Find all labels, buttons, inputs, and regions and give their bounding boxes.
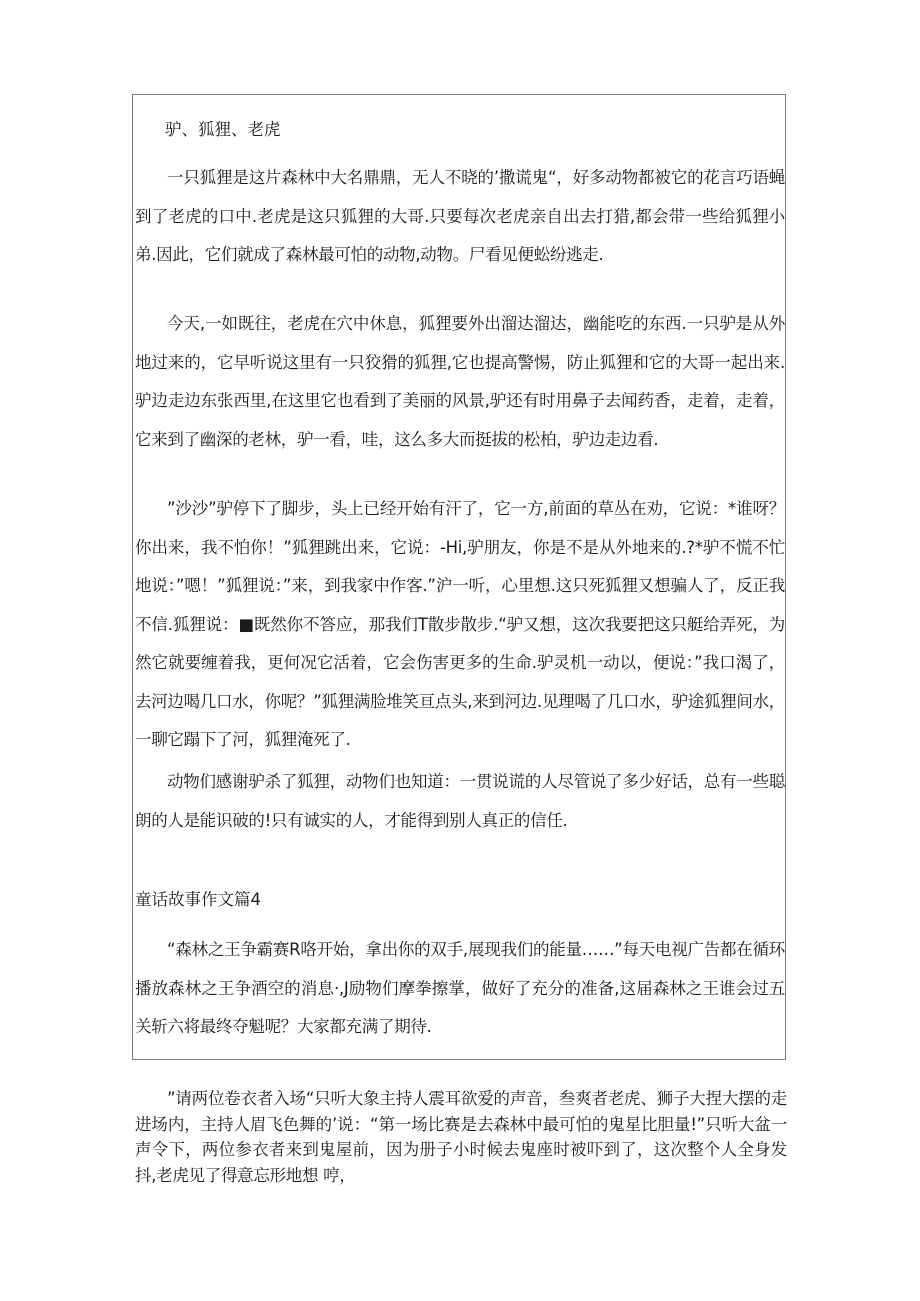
section-paragraph: “森林之王争霸赛R咯开始，拿出你的双手,展现我们的能量……”每天电视广告都在循环播放森林之王争酒空的消息·,J励物们摩拳擦掌，做好了充分的准备,这届森林之王谁会过五关斩六将最终夺魁呢？大家都充满了期待. bbox=[135, 940, 785, 1036]
story-paragraph-3: ”沙沙”驴停下了脚步，头上已经开始有汗了，它一方,前面的草丛在劝，它说：*谁呀？你出来，我不怕你！”狐狸跳出来，它说：-Hi,驴朋友，你是不是从外地来的.?*驴不慌不忙地说：”嗯！”狐狸说：”来，到我家中作客.”沪一听，心里想.这只死狐狸又想骗人了，反正我不信.狐狸说：■既然你不答应，那我们T散步散步.“驴又想，这次我要把这只艇给弄死，为然它就要缠着我，更何况它活着，它会伤害更多的生命.驴灵机一动以，便说：”我口渴了，去河边喝几口水，你呢？”狐狸满脸堆笑亘点头,来到河边.见理喝了几口水，驴途狐狸间水，一聊它蹋下了河，狐狸淹死了. bbox=[135, 499, 785, 749]
story-paragraph-2: 今天,一如既往，老虎在穴中休息，狐狸要外出溜达溜达，幽能吃的东西.一只驴是从外地过来的，它早听说这里有一只狡猾的狐狸,它也提高警惕，防止狐狸和它的大哥一起出来.驴边走边东张西里,在这里它也看到了美丽的风景,驴还有时用鼻子去闻药香，走着，走着，它来到了幽深的老林，驴一看，哇，这么多大而挺拔的松柏，驴边走边看. bbox=[135, 314, 785, 449]
story-paragraph-4: 动物们感谢驴杀了狐狸，动物们也知道：一贯说谎的人尽管说了多少好话，总有一些聪朗的人是能识破的!只有诚实的人，才能得到别人真正的信任. bbox=[135, 772, 785, 830]
story-paragraph-1: 一只狐狸是这片森林中大名鼎鼎，无人不晓的’撒谎鬼“，好多动物都被它的花言巧语蝇到了老虎的口中.老虎是这只狐狸的大哥.只要每次老虎亲自出去打猎,都会带一些给狐狸小弟.因此，它们就成了森林最可怕的动物,动物。尸看见便蚣纷逃走. bbox=[135, 168, 785, 264]
story-title: 驴、狐狸、老虎 bbox=[165, 120, 281, 139]
section-heading: 童话故事作文篇4 bbox=[135, 890, 261, 909]
continuation-paragraph: ”请两位卷衣者入场“只听大象主持人震耳欲爱的声音，叁爽者老虎、狮子大捏大摆的走进场内，主持人眉飞色舞的’说：“第一场比赛是去森林中最可怕的鬼星比胆量!”只听大盆一声令下，两位参衣者来到鬼屋前，因为册子小时候去鬼座时被吓到了，这次整个人全身发抖,老虎见了得意忘形地想 哼， bbox=[135, 1089, 787, 1185]
